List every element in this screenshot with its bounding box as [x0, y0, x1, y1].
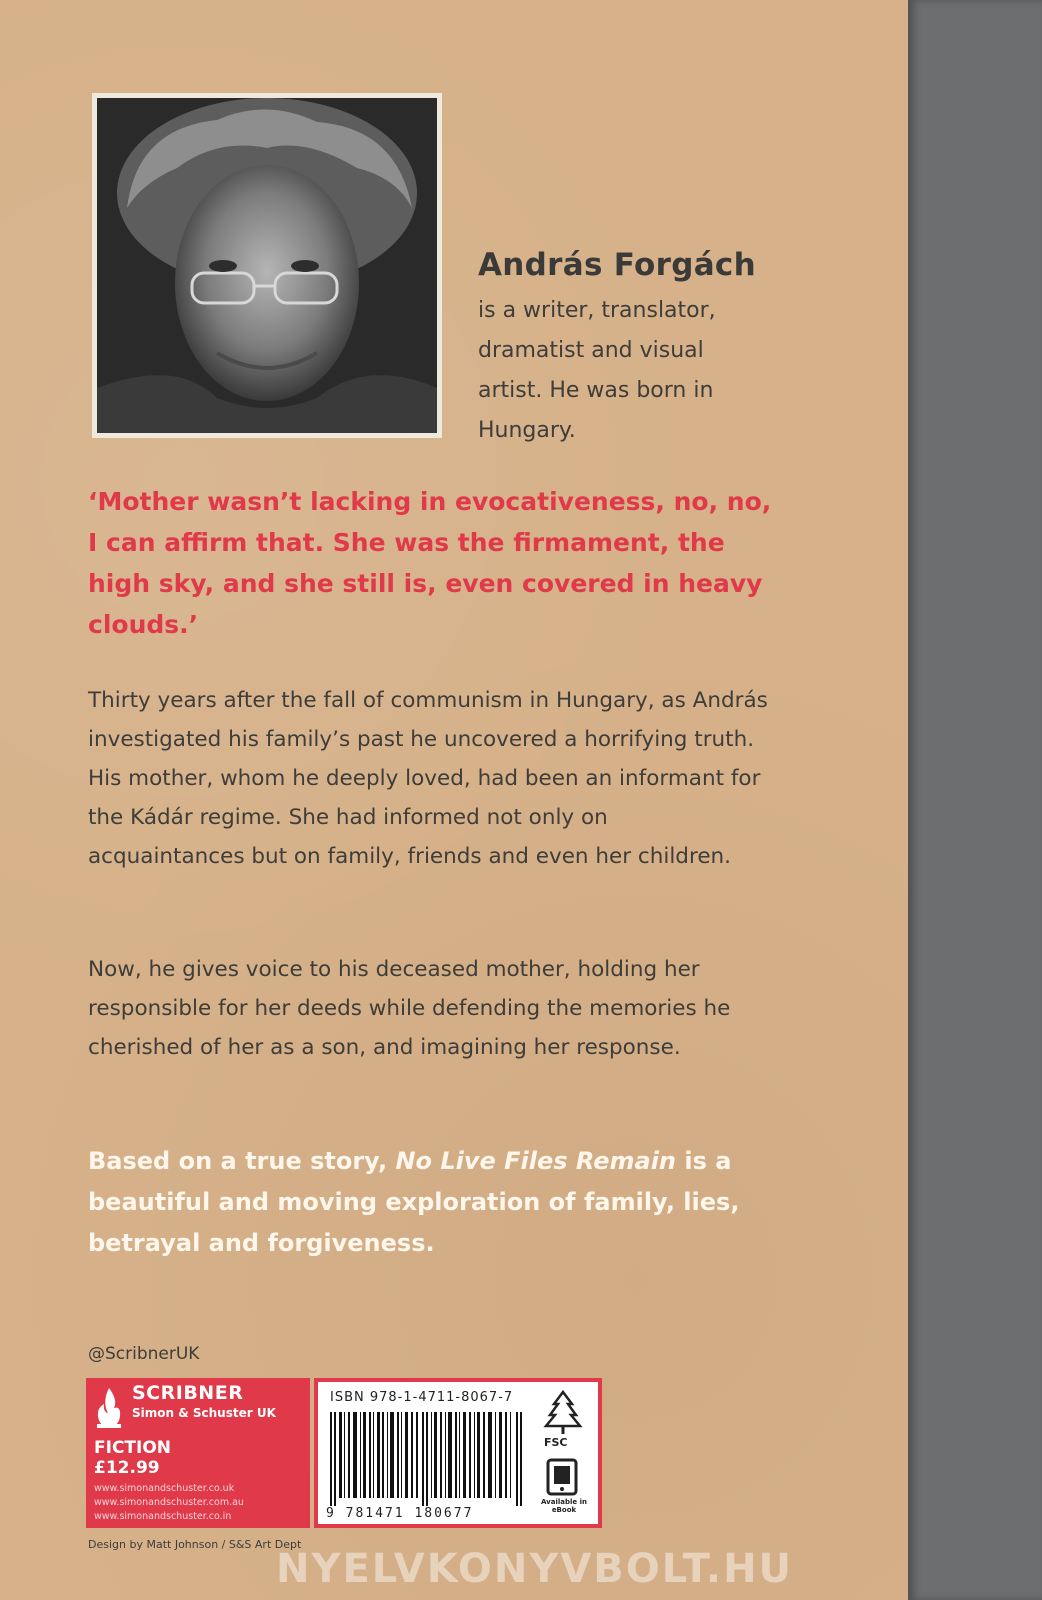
publisher-name: SCRIBNER: [132, 1382, 244, 1404]
ebook-label: Available in eBook: [541, 1498, 587, 1514]
publisher-box: [86, 1378, 310, 1528]
website-au: www.simonandschuster.com.au: [94, 1497, 244, 1508]
isbn-box: [314, 1378, 602, 1528]
social-handle: @ScribnerUK: [88, 1344, 200, 1364]
design-credit: Design by Matt Johnson / S&S Art Dept: [88, 1538, 302, 1551]
isbn-label: ISBN 978-1-4711-8067-7: [330, 1390, 514, 1405]
spine-edge: [908, 0, 1042, 1600]
website-uk: www.simonandschuster.co.uk: [94, 1483, 235, 1494]
author-name: András Forgách: [478, 247, 756, 283]
pull-quote: ‘Mother wasn’t lacking in evocativeness, no, no, I can affirm that. She was the firmament, the high sky, and she still is, even covered in heavy clouds.’: [88, 487, 772, 639]
scribner-flame-logo-icon: [94, 1386, 124, 1430]
ebook-icon: [546, 1458, 578, 1496]
watermark: NYELVKONYVBOLT.HU: [276, 1546, 794, 1592]
fsc-label: FSC: [544, 1436, 568, 1449]
publisher-subtitle: Simon & Schuster UK: [132, 1406, 276, 1420]
tagline-before: Based on a true story,: [88, 1147, 396, 1175]
publisher-websites: [94, 1482, 244, 1524]
author-photo-frame: [92, 93, 442, 438]
price-label: £12.99: [94, 1458, 160, 1478]
website-in: www.simonandschuster.co.in: [94, 1511, 232, 1522]
author-bio: is a writer, translator, dramatist and visual artist. He was born in Hungary.: [478, 298, 716, 443]
barcode: [330, 1412, 522, 1506]
genre-label: FICTION: [94, 1438, 172, 1458]
tagline-after: is a beautiful and moving exploration of family, lies, betrayal and forgiveness.: [88, 1147, 740, 1257]
tagline-book-title: No Live Files Remain: [395, 1147, 677, 1175]
author-photo: [97, 98, 437, 433]
author-portrait-illustration: [97, 98, 437, 433]
blurb-paragraph-1: Thirty years after the fall of communism in Hungary, as András investigated his family’s past he uncovered a horrifying truth. His mother, whom he deeply loved, had been an informant for the Kádár regime. She had informed not only on acquaintances but on family, friends and even her children.: [88, 688, 768, 869]
blurb-paragraph-2: Now, he gives voice to his deceased mother, holding her responsible for her deeds while defending the memories he cherished of her as a son, and imagining her response.: [88, 957, 731, 1060]
barcode-number: 9 781471 180677: [326, 1506, 474, 1521]
tagline: [88, 1141, 768, 1264]
